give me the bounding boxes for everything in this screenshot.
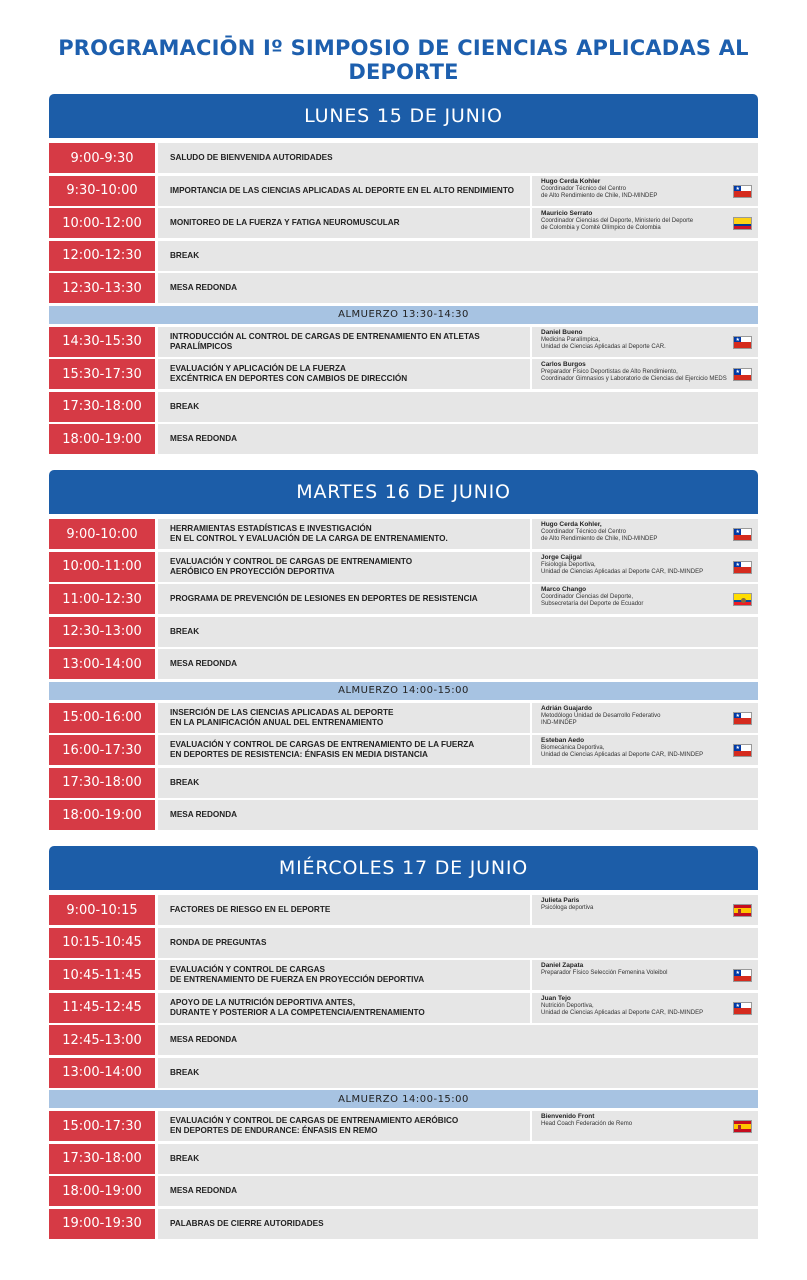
colombia-flag-icon — [733, 217, 752, 230]
speaker-card — [532, 1111, 758, 1141]
schedule-row — [49, 552, 758, 582]
chile-flag-icon: ★ — [733, 336, 752, 349]
time-slot: 18:00-19:00 — [49, 424, 155, 454]
schedule-row — [49, 703, 758, 733]
session-title: INSERCIÓN DE LAS CIENCIAS APLICADAS AL DEPORTE EN LA PLANIFICACIÓN ANUAL DEL ENTRENAMIENTO — [158, 703, 530, 733]
schedule-rows — [49, 895, 758, 1241]
schedule-row — [49, 928, 758, 958]
schedule-row — [49, 1111, 758, 1141]
session-title: MESA REDONDA — [158, 273, 758, 303]
schedule-row — [49, 584, 758, 614]
speaker-card — [532, 176, 758, 206]
day-heading: LUNES 15 DE JUNIO — [49, 94, 758, 138]
time-slot: 14:30-15:30 — [49, 327, 155, 357]
speaker-role: Coordinador Técnico del Centro de Alto Rendimiento de Chile, IND-MINDEP — [541, 529, 658, 543]
chile-flag-icon: ★ — [733, 185, 752, 198]
schedule-rows — [49, 143, 758, 457]
lunch-break-banner: ALMUERZO 14:00-15:00 — [49, 1090, 758, 1108]
schedule-row — [49, 1209, 758, 1239]
schedule-row — [49, 176, 758, 206]
speaker-card — [532, 703, 758, 733]
chile-flag-icon: ★ — [733, 368, 752, 381]
speaker-card — [532, 208, 758, 238]
time-slot: 10:00-12:00 — [49, 208, 155, 238]
speaker-card — [532, 960, 758, 990]
schedule-row — [49, 960, 758, 990]
speaker-role: Preparador Físico Selección Femenina Voleibol — [541, 970, 668, 976]
day-section-monday — [49, 94, 758, 457]
speaker-name: Hugo Cerda Kohler — [541, 177, 601, 185]
spain-flag-icon — [733, 904, 752, 917]
session-title: INTRODUCCIÓN AL CONTROL DE CARGAS DE ENTRENAMIENTO EN ATLETAS PARALÍMPICOS — [158, 327, 530, 357]
session-title: FACTORES DE RIESGO EN EL DEPORTE — [158, 895, 530, 925]
session-title: EVALUACIÓN Y APLICACIÓN DE LA FUERZA EXCÉNTRICA EN DEPORTES CON CAMBIOS DE DIRECCIÓN — [158, 359, 530, 389]
speaker-role: Nutrición Deportiva, Unidad de Ciencias Aplicadas al Deporte CAR, IND-MINDEP — [541, 1002, 704, 1016]
session-title: BREAK — [158, 1058, 758, 1088]
schedule-row — [49, 327, 758, 357]
time-slot: 9:00-10:00 — [49, 519, 155, 549]
session-title: HERRAMIENTAS ESTADÍSTICAS E INVESTIGACIÓN EN EL CONTROL Y EVALUACIÓN DE LA CARGA DE ENTRENAMIENTO. — [158, 519, 530, 549]
speaker-role: Medicina Paralímpica, Unidad de Ciencias Aplicadas al Deporte CAR. — [541, 336, 666, 350]
time-slot: 12:00-12:30 — [49, 241, 155, 271]
session-title: IMPORTANCIA DE LAS CIENCIAS APLICADAS AL DEPORTE EN EL ALTO RENDIMIENTO — [158, 176, 530, 206]
schedule-row — [49, 1144, 758, 1174]
speaker-role: Head Coach Federación de Remo — [541, 1121, 633, 1127]
page-title: PROGRAMACIŌN Iº SIMPOSIO DE CIENCIAS APLICADAS AL DEPORTE — [58, 36, 749, 84]
lunch-break-banner: ALMUERZO 13:30-14:30 — [49, 306, 758, 324]
session-title: MESA REDONDA — [158, 649, 758, 679]
time-slot: 15:00-16:00 — [49, 703, 155, 733]
time-slot: 10:45-11:45 — [49, 960, 155, 990]
schedule-row — [49, 617, 758, 647]
chile-flag-icon: ★ — [733, 712, 752, 725]
speaker-name: Mauricio Serrato — [541, 210, 593, 217]
speaker-card — [532, 993, 758, 1023]
session-title: APOYO DE LA NUTRICIÓN DEPORTIVA ANTES, DURANTE Y POSTERIOR A LA COMPETENCIA/ENTRENAMIENTO — [158, 993, 530, 1023]
schedule-row — [49, 273, 758, 303]
time-slot: 9:30-10:00 — [49, 176, 155, 206]
time-slot: 17:30-18:00 — [49, 1144, 155, 1174]
speaker-role: Metodólogo Unidad de Desarrollo Federativo IND-MINDEP — [541, 712, 661, 726]
speaker-name: Esteban Aedo — [541, 737, 585, 744]
session-title: EVALUACIÓN Y CONTROL DE CARGAS DE ENTRENAMIENTO AERÓBICO EN PROYECCIÓN DEPORTIVA — [158, 552, 530, 582]
speaker-role: Psicóloga deportiva — [541, 905, 594, 911]
speaker-role: Coordinador Técnico del Centro de Alto Rendimiento de Chile, IND-MINDEP — [541, 185, 658, 199]
schedule-row — [49, 1025, 758, 1055]
speaker-name: Bienvenido Front — [541, 1113, 595, 1120]
schedule-row — [49, 649, 758, 679]
time-slot: 11:45-12:45 — [49, 993, 155, 1023]
session-title: EVALUACIÓN Y CONTROL DE CARGAS DE ENTRENAMIENTO AERÓBICO EN DEPORTES DE ENDURANCE: ÉNFASIS EN REMO — [158, 1111, 530, 1141]
session-title: SALUDO DE BIENVENIDA AUTORIDADES — [158, 143, 758, 173]
lunch-break-banner: ALMUERZO 14:00-15:00 — [49, 682, 758, 700]
spain-flag-icon — [733, 1120, 752, 1133]
time-slot: 17:30-18:00 — [49, 392, 155, 422]
chile-flag-icon: ★ — [733, 744, 752, 757]
speaker-name: Carlos Burgos — [541, 361, 586, 368]
speaker-card — [532, 552, 758, 582]
schedule-rows — [49, 519, 758, 833]
schedule-row — [49, 895, 758, 925]
speaker-role: Coordinador Ciencias del Deporte, Ministerio del Deporte de Colombia y Comité Olímpico de Colombia — [541, 218, 694, 232]
speaker-name: Hugo Cerda Kohler, — [541, 521, 602, 528]
time-slot: 18:00-19:00 — [49, 800, 155, 830]
session-title: PROGRAMA DE PREVENCIÓN DE LESIONES EN DEPORTES DE RESISTENCIA — [158, 584, 530, 614]
speaker-name: Jorge Cajigal — [541, 553, 582, 561]
session-title: MESA REDONDA — [158, 1025, 758, 1055]
schedule-row — [49, 735, 758, 765]
session-title: PALABRAS DE CIERRE AUTORIDADES — [158, 1209, 758, 1239]
time-slot: 10:15-10:45 — [49, 928, 155, 958]
time-slot: 17:30-18:00 — [49, 768, 155, 798]
time-slot: 10:00-11:00 — [49, 552, 155, 582]
time-slot: 15:00-17:30 — [49, 1111, 155, 1141]
schedule-row — [49, 143, 758, 173]
speaker-card — [532, 895, 758, 925]
speaker-role: Biomecánica Deportiva, Unidad de Ciencias Aplicadas al Deporte CAR, IND-MINDEP — [541, 745, 704, 759]
schedule-row — [49, 1058, 758, 1088]
session-title: RONDA DE PREGUNTAS — [158, 928, 758, 958]
speaker-card — [532, 519, 758, 549]
schedule-row — [49, 800, 758, 830]
chile-flag-icon: ★ — [733, 969, 752, 982]
session-title: BREAK — [158, 768, 758, 798]
ecuador-flag-icon — [733, 593, 752, 606]
session-title: MONITOREO DE LA FUERZA Y FATIGA NEUROMUSCULAR — [158, 208, 530, 238]
speaker-card — [532, 359, 758, 389]
chile-flag-icon: ★ — [733, 528, 752, 541]
time-slot: 18:00-19:00 — [49, 1176, 155, 1206]
time-slot: 9:00-10:15 — [49, 895, 155, 925]
day-heading: MIÉRCOLES 17 DE JUNIO — [49, 846, 758, 890]
speaker-role: Coordinador Ciencias del Deporte, Subsecretaría del Deporte de Ecuador — [541, 594, 644, 608]
speaker-card — [532, 584, 758, 614]
time-slot: 9:00-9:30 — [49, 143, 155, 173]
schedule-row — [49, 993, 758, 1023]
speaker-name: Daniel Zapata — [541, 962, 584, 969]
session-title: MESA REDONDA — [158, 424, 758, 454]
schedule-row — [49, 241, 758, 271]
session-title: MESA REDONDA — [158, 800, 758, 830]
session-title: EVALUACIÓN Y CONTROL DE CARGAS DE ENTRENAMIENTO DE LA FUERZA EN DEPORTES DE RESISTENCIA: ÉNFASIS EN MEDIA DISTANCIA — [158, 735, 530, 765]
speaker-role: Fisiología Deportiva, Unidad de Ciencias Aplicadas al Deporte CAR, IND-MINDEP — [541, 561, 704, 575]
speaker-name: Daniel Bueno — [541, 328, 583, 336]
session-title: EVALUACIÓN Y CONTROL DE CARGAS DE ENTRENAMIENTO DE FUERZA EN PROYECCIÓN DEPORTIVA — [158, 960, 530, 990]
schedule-row — [49, 1176, 758, 1206]
schedule-row — [49, 392, 758, 422]
speaker-card — [532, 327, 758, 357]
time-slot: 12:45-13:00 — [49, 1025, 155, 1055]
time-slot: 11:00-12:30 — [49, 584, 155, 614]
speaker-name: Adrián Guajardo — [541, 704, 592, 712]
speaker-role: Preparador Físico Deportistas de Alto Rendimiento, Coordinador Gimnasios y Laboratorio de Ciencias del Ejercicio MEDS — [541, 369, 727, 383]
speaker-name: Juan Tejo — [541, 994, 571, 1002]
session-title: BREAK — [158, 241, 758, 271]
time-slot: 12:30-13:00 — [49, 617, 155, 647]
day-section-tuesday — [49, 470, 758, 833]
time-slot: 13:00-14:00 — [49, 1058, 155, 1088]
time-slot: 12:30-13:30 — [49, 273, 155, 303]
time-slot: 13:00-14:00 — [49, 649, 155, 679]
time-slot: 19:00-19:30 — [49, 1209, 155, 1239]
schedule-row — [49, 208, 758, 238]
schedule-row — [49, 519, 758, 549]
chile-flag-icon: ★ — [733, 561, 752, 574]
speaker-name: Marco Chango — [541, 586, 587, 593]
session-title: BREAK — [158, 617, 758, 647]
time-slot: 16:00-17:30 — [49, 735, 155, 765]
day-section-wednesday — [49, 846, 758, 1241]
schedule-row — [49, 768, 758, 798]
session-title: BREAK — [158, 1144, 758, 1174]
chile-flag-icon: ★ — [733, 1002, 752, 1015]
speaker-name: Julieta Paris — [541, 897, 580, 904]
time-slot: 15:30-17:30 — [49, 359, 155, 389]
day-heading: MARTES 16 DE JUNIO — [49, 470, 758, 514]
schedule-row — [49, 424, 758, 454]
speaker-card — [532, 735, 758, 765]
schedule-row — [49, 359, 758, 389]
session-title: BREAK — [158, 392, 758, 422]
session-title: MESA REDONDA — [158, 1176, 758, 1206]
